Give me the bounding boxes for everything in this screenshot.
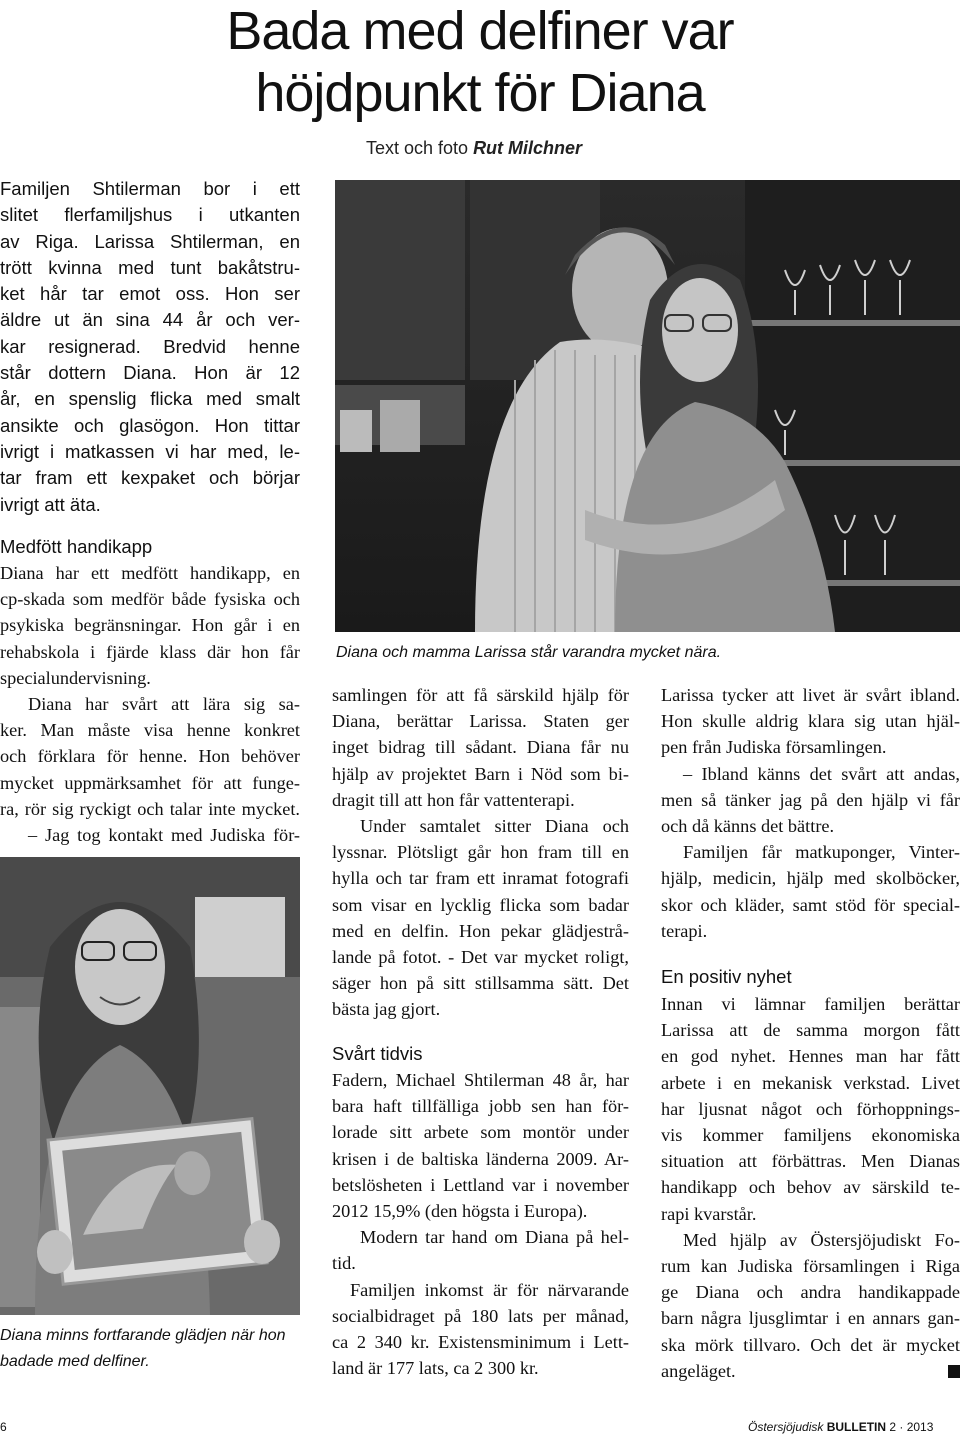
body-line: – Ibland känns det svårt att andas,	[683, 763, 960, 784]
body-line: Diana har svårt att lära sig sa-	[28, 694, 300, 715]
body-line: krisen i de baltiska länderna 2009. Ar-	[332, 1148, 629, 1169]
publication-footer	[748, 1420, 933, 1434]
body-line: Med hjälp av Östersjöjudiskt Fo-	[683, 1229, 960, 1250]
body-line: och då känns det bättre.	[661, 816, 835, 837]
body-line: och förklara för henne. Hon behöver	[0, 746, 300, 767]
body-line: rum kan Judiska församlingen i Riga	[661, 1256, 960, 1277]
caption-small-photo	[0, 1323, 310, 1375]
page-number: 6	[0, 1420, 7, 1434]
intro-line: äldre ut än sina 44 år och ver-	[0, 309, 300, 331]
body-line: Familjen får matkuponger, Vinter-	[683, 842, 960, 863]
section-heading-svart-tidvis: Svårt tidvis	[332, 1043, 423, 1064]
body-line: tid.	[332, 1253, 356, 1274]
intro-line: trött kvinna med tunt bakåtstru-	[0, 256, 300, 278]
body-line: Innan vi lämnar familjen berättar	[661, 994, 960, 1014]
caption-main-photo: Diana och mamma Larissa står varandra mycket nära.	[336, 644, 722, 661]
body-line: samlingen för att få särskild hjälp för	[332, 685, 629, 705]
section-heading-positiv-nyhet: En positiv nyhet	[661, 966, 792, 987]
intro-line: ansikte och glasögon. Hon tittar	[0, 414, 300, 436]
body-line: som visar en lycklig flicka som badar	[332, 894, 629, 915]
intro-line: ivrigt i matkassen vi har med, le-	[0, 440, 300, 462]
body-line: 2012 15,9% (den högsta i Europa).	[332, 1201, 588, 1222]
photo-mother-daughter-illustration	[335, 180, 960, 632]
body-line: ker. Man måste visa henne konkret	[0, 720, 300, 741]
headline	[180, 0, 780, 124]
intro-paragraph	[0, 176, 300, 518]
body-line: rapi kvarstår.	[661, 1203, 757, 1224]
body-line: cp-skada som medför både fysiska och	[0, 589, 300, 610]
intro-line: kar resignerad. Bredvid henne	[0, 335, 300, 357]
column3-body-a	[661, 682, 960, 944]
body-line: bara haft tillfälliga jobb sen han för-	[332, 1096, 629, 1117]
body-line: dragit till att hon får vattenterapi.	[332, 789, 575, 810]
body-line: skor och kläder, samt stöd för special-	[661, 894, 960, 915]
body-line: Fadern, Michael Shtilerman 48 år, har	[332, 1070, 629, 1090]
body-line: ska mörk tillvaro. Och det är mycket	[661, 1334, 960, 1355]
body-line: men så tänker jag på den hjälp vi får	[661, 789, 960, 810]
body-line-last	[661, 1358, 960, 1384]
body-line: säger hon på sitt stillsamma sätt. Det	[332, 973, 629, 994]
intro-line: Familjen Shtilerman bor i ett	[0, 178, 300, 199]
section1-body	[0, 560, 300, 848]
caption-small-line-2: badade med delfiner.	[0, 1353, 150, 1370]
publication-name: BULLETIN	[826, 1420, 887, 1434]
byline-prefix: Text och foto	[366, 138, 474, 158]
body-line: lyssnar. Plötsligt går hon fram till en	[332, 842, 629, 863]
intro-line: av Riga. Larissa Shtilerman, en	[0, 230, 300, 252]
body-line: Hon skulle aldrig klara sig utan hjäl-	[661, 711, 960, 732]
column2-body-b	[332, 1067, 629, 1381]
body-line: pen från Judiska församlingen.	[661, 737, 887, 758]
body-line: arbete i en mekanisk verkstad. Livet	[661, 1072, 960, 1093]
body-line: ge Diana och andra handikappade	[661, 1282, 960, 1303]
body-line: ra, rör sig ryckigt och talar inte mycket.	[0, 798, 300, 819]
intro-line: tar fram ett kexpaket och börjar	[0, 467, 300, 489]
intro-line: ket hår tar emot oss. Hon ser	[0, 283, 300, 305]
photo-girl-dolphin-illustration	[0, 857, 300, 1315]
body-line: lorade sitt arbete som montör under	[332, 1122, 629, 1143]
section-heading-medfott: Medfött handikapp	[0, 536, 153, 557]
body-line: lande på fotot. - Det var mycket roligt,	[332, 947, 629, 968]
body-line: socialbidraget på 180 lats per månad,	[332, 1305, 629, 1326]
photo-mother-daughter	[335, 180, 960, 632]
body-line: inget bidrag till sådant. Diana får nu	[332, 737, 629, 758]
column3-body-b	[661, 991, 960, 1384]
headline-line-1: Bada med delfiner var	[226, 1, 734, 61]
body-line: Larissa att de samma morgon fått	[661, 1020, 960, 1041]
body-line: hjälp av projektet Barn i Nöd som bi-	[332, 763, 629, 784]
body-line: Diana har ett medfött handikapp, en	[0, 563, 300, 583]
body-line: rehabskola i fjärde klass där hon får	[0, 641, 300, 662]
intro-line: slitet flerfamiljshus i utkanten	[0, 204, 300, 226]
body-line: specialundervisning.	[0, 667, 151, 688]
body-line: vis kommer familjens ekonomiska	[661, 1125, 960, 1146]
body-line: – Jag tog kontakt med Judiska för-	[28, 825, 300, 846]
body-line: Under samtalet sitter Diana och	[360, 816, 629, 837]
body-line: ca 2 340 kr. Existensminimum i Lett-	[332, 1332, 629, 1353]
intro-line: står dottern Diana. Hon är 12	[0, 362, 300, 384]
body-line: hjälp, medicin, hjälp med skolböcker,	[661, 868, 960, 889]
body-line: med en delfin. Hon pekar glädjestrå-	[332, 920, 629, 941]
body-line: terapi.	[661, 920, 708, 941]
body-line: Familjen inkomst är för närvarande	[350, 1279, 629, 1300]
column2-body-a	[332, 682, 629, 1023]
body-line: psykiska begränsningar. Hon går i en	[0, 615, 300, 636]
photo-girl-dolphin	[0, 857, 300, 1315]
body-line: har ljusnat något och förhoppnings-	[661, 1098, 960, 1119]
body-line: hylla och tar fram ett inramat fotografi	[332, 868, 629, 889]
body-line: situation att förbättras. Men Dianas	[661, 1151, 960, 1172]
body-line: en god nyhet. Hennes man har fått	[661, 1046, 960, 1067]
headline-line-2: höjdpunkt för Diana	[255, 63, 705, 123]
publication-prefix: Östersjöjudisk	[748, 1420, 827, 1434]
intro-line: ivrigt att äta.	[0, 493, 101, 515]
body-line: Larissa tycker att livet är svårt ibland.	[661, 685, 960, 705]
byline-author: Rut Milchner	[473, 138, 583, 158]
body-line: betslösheten i Lettland var i november	[332, 1174, 629, 1195]
body-line: handikapp och behov av särskild te-	[661, 1177, 960, 1198]
body-line: angeläget.	[661, 1360, 736, 1381]
end-mark-icon	[948, 1365, 960, 1378]
body-line: barn några ljusglimtar i en annars gan-	[661, 1308, 960, 1329]
body-line: Modern tar hand om Diana på hel-	[360, 1227, 629, 1248]
body-line: land är 177 lats, ca 2 300 kr.	[332, 1358, 539, 1379]
intro-line: år, en spenslig flicka med smalt	[0, 388, 300, 410]
caption-small-line-1: Diana minns fortfarande glädjen när hon	[0, 1327, 286, 1344]
body-line: mycket uppmärksamhet för att funge-	[0, 772, 300, 793]
body-line: bästa jag gjort.	[332, 999, 441, 1020]
body-line: Diana, berättar Larissa. Staten ger	[332, 711, 629, 732]
issue-label: 2 · 2013	[889, 1420, 934, 1434]
byline	[366, 138, 666, 159]
